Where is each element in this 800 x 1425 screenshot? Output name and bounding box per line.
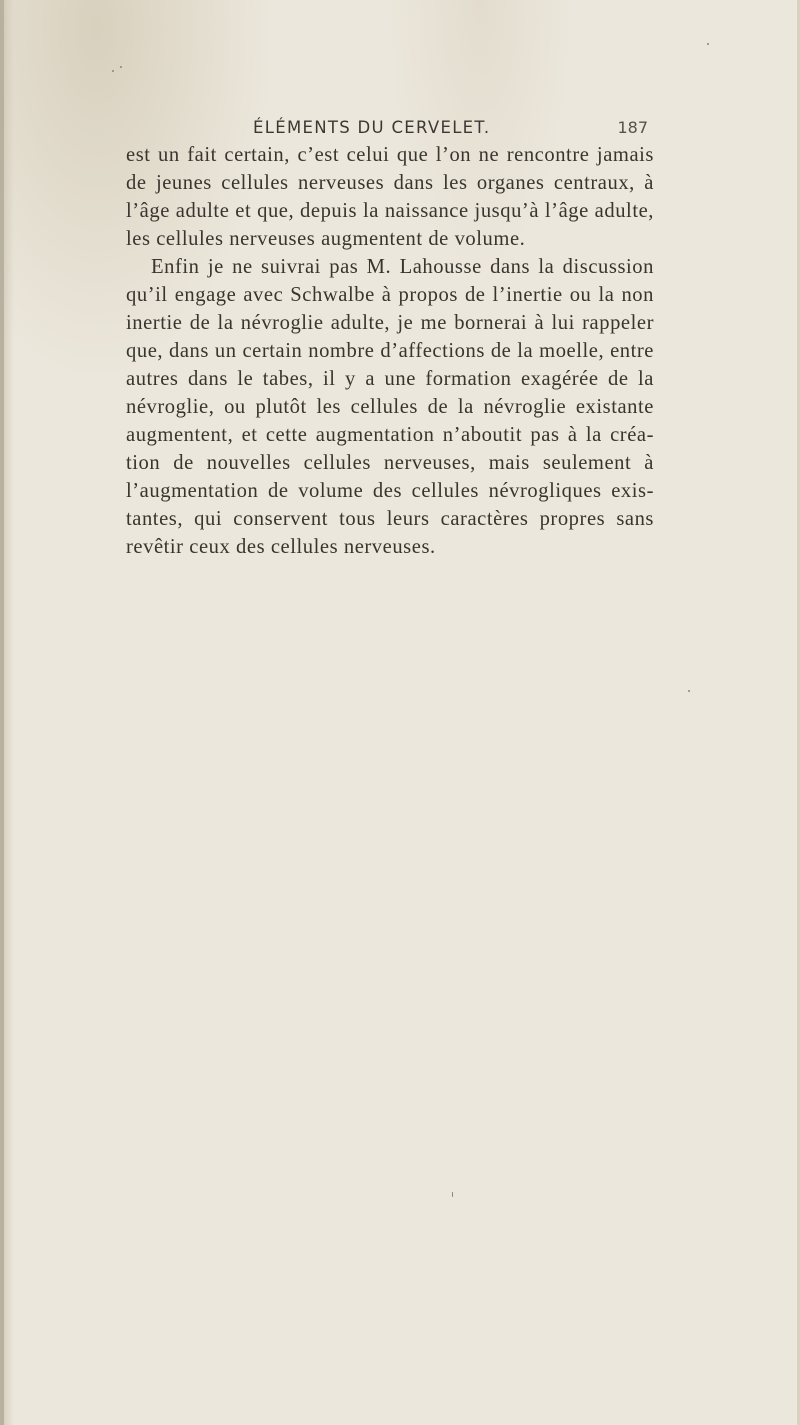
text-line: que, dans un certain nombre d’affections de la moelle, entre	[126, 340, 654, 362]
text-line: tantes, qui conservent tous leurs caractères propres sans	[126, 508, 654, 530]
text-line: les cellules nerveuses augmentent de volume.	[126, 228, 526, 250]
text-line: est un fait certain, c’est celui que l’on ne rencontre jamais	[126, 144, 654, 166]
paragraph-1	[126, 141, 654, 253]
text-line: autres dans le tabes, il y a une formation exagérée de la	[126, 368, 654, 390]
text-line: qu’il engage avec Schwalbe à propos de l’inertie ou la non	[126, 284, 654, 306]
text-line: inertie de la névroglie adulte, je me bornerai à lui rappeler	[126, 312, 654, 334]
running-header	[253, 118, 648, 142]
paper-speck	[688, 690, 690, 692]
text-line: de jeunes cellules nerveuses dans les organes centraux, à	[126, 172, 654, 194]
paper-speck	[452, 1192, 453, 1197]
paper-speck	[120, 66, 122, 68]
running-title: ÉLÉMENTS DU CERVELET.	[253, 118, 491, 137]
page-left-edge	[0, 0, 4, 1425]
page-number: 187	[617, 118, 648, 137]
text-line: tion de nouvelles cellules nerveuses, mais seulement à	[126, 452, 654, 474]
text-line: augmentent, et cette augmentation n’aboutit pas à la créa-	[126, 424, 654, 446]
paragraph-2	[126, 253, 654, 561]
text-line: revêtir ceux des cellules nerveuses.	[126, 536, 436, 558]
body-text	[126, 141, 654, 561]
text-line: névroglie, ou plutôt les cellules de la névroglie existante	[126, 396, 654, 418]
paper-speck	[112, 70, 114, 72]
paper-speck	[707, 43, 709, 45]
text-line: Enfin je ne suivrai pas M. Lahousse dans la discussion	[151, 256, 654, 278]
text-line: l’âge adulte et que, depuis la naissance jusqu’à l’âge adulte,	[126, 200, 654, 222]
text-line: l’augmentation de volume des cellules névrogliques exis-	[126, 480, 654, 502]
